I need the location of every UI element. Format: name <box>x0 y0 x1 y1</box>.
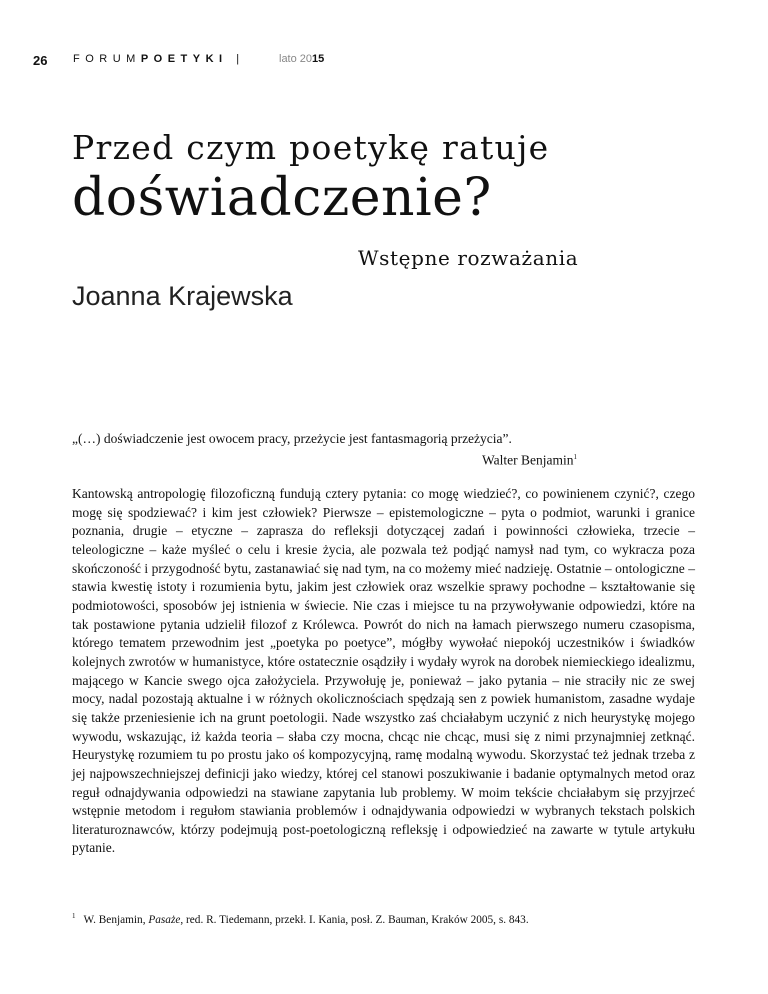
issue-suffix: 15 <box>312 53 325 65</box>
issue-label <box>279 53 324 65</box>
footnote-text-after: , red. R. Tiedemann, przekł. I. Kania, posł. Z. Bauman, Kraków 2005, s. 843. <box>180 913 529 926</box>
journal-title-part1: FORUM <box>73 53 141 65</box>
epigraph-quote: „(…) doświadczenie jest owocem pracy, przeżycie jest fantasmagorią przeżycia”. <box>72 431 512 446</box>
footnote-book-title: Pasaże <box>148 913 181 926</box>
author-name: Joanna Krajewska <box>72 281 293 311</box>
epigraph-author: Walter Benjamin <box>481 452 574 468</box>
epigraph <box>72 430 577 470</box>
footnote-text-before: W. Benjamin, <box>83 913 149 926</box>
footnote <box>72 912 695 926</box>
journal-separator: | <box>236 53 245 65</box>
article-title-line-1: Przed czym poetykę ratuje <box>72 128 550 167</box>
page-number: 26 <box>33 53 48 68</box>
journal-title <box>73 53 245 65</box>
article-title-line-2: doświadczenie? <box>72 168 492 228</box>
issue-prefix: lato 20 <box>279 53 313 65</box>
footnote-number: 1 <box>72 912 76 920</box>
running-header <box>33 53 733 73</box>
body-paragraph: Kantowską antropologię filozoficzną fundują cztery pytania: co mogę wiedzieć?, co powinienem czynić?, czego mogę się spodziewać? i kim jest człowiek? Pierwsze – epistemologiczne – pyta o podmiot, warunki i granice poznania, drugie – etyczne – zaprasza do refleksji dotyczącej zadań i powinności człowieka, trzecie – teleologiczne – każe myśleć o celu i kresie życia, ale pozwala też podjąć namysł nad tym, co wykracza poza skończoność i przygodność bytu, zastanawiać się nad tym, na co możemy mieć nadzieję. Ostatnie – ontologiczne – stawia kwestię istoty i rozumienia bytu, jakim jest człowiek oraz wszelkie sprawy pochodne – kształtowanie się podmiotowości, sposobów jej istnienia w świecie. Nie czas i miejsce tu na przywoływanie odpowiedzi, które na tak postawione pytania udzielił filozof z Królewca. Powrót do nich na łamach pierwszego numeru czasopisma, którego tematem przewodnim jest „poetyka po poetyce”, mógłby wywołać niepokój uczestników i świadków kolejnych zwrotów w humanistyce, które ostatecznie osądziły i wydały wyrok na dorobek niemieckiego idealizmu, mającego w Kancie swego ojca założyciela. Przywołuję je, ponieważ – jako pytania – nie straciły nic ze swej mocy, nadal pozostają aktualne i w różnych okolicznościach spędzają sen z powiek humanistom, zasadne wydaje się także przeniesienie ich na grunt poetologii. Nade wszystko zaś chciałabym uczynić z nich heurystykę mojego wywodu, wskazując, iż każda teoria – słaba czy mocna, chcąc nie chcąc, musi się z nimi przynajmniej zetknąć. Heurystykę rozumiem tu po prostu jako oś kompozycyjną, ramę modalną wywodu. Skorzystać też jednak trzeba z jej najpowszechniejszej definicji jako wiedzy, której cel stanowi poszukiwanie i badanie optymalnych metod oraz reguł odnajdywania odpowiedzi na stawiane zapytania lub problemy. W moim tekście chciałabym się przyjrzeć wstępnie metodom i regułom stawiania problemów i odnajdywania odpowiedzi w wybranych tekstach polskich literaturoznawców, którzy podejmują post-poetologiczną refleksję i odpowiedzieć na zawarte w tytule artykułu pytanie. <box>72 486 695 856</box>
journal-title-part2: POETYKI <box>140 53 228 65</box>
footnote-reference: 1 <box>573 453 577 461</box>
epigraph-attribution <box>72 448 577 470</box>
article-subtitle: Wstępne rozważania <box>358 246 579 270</box>
